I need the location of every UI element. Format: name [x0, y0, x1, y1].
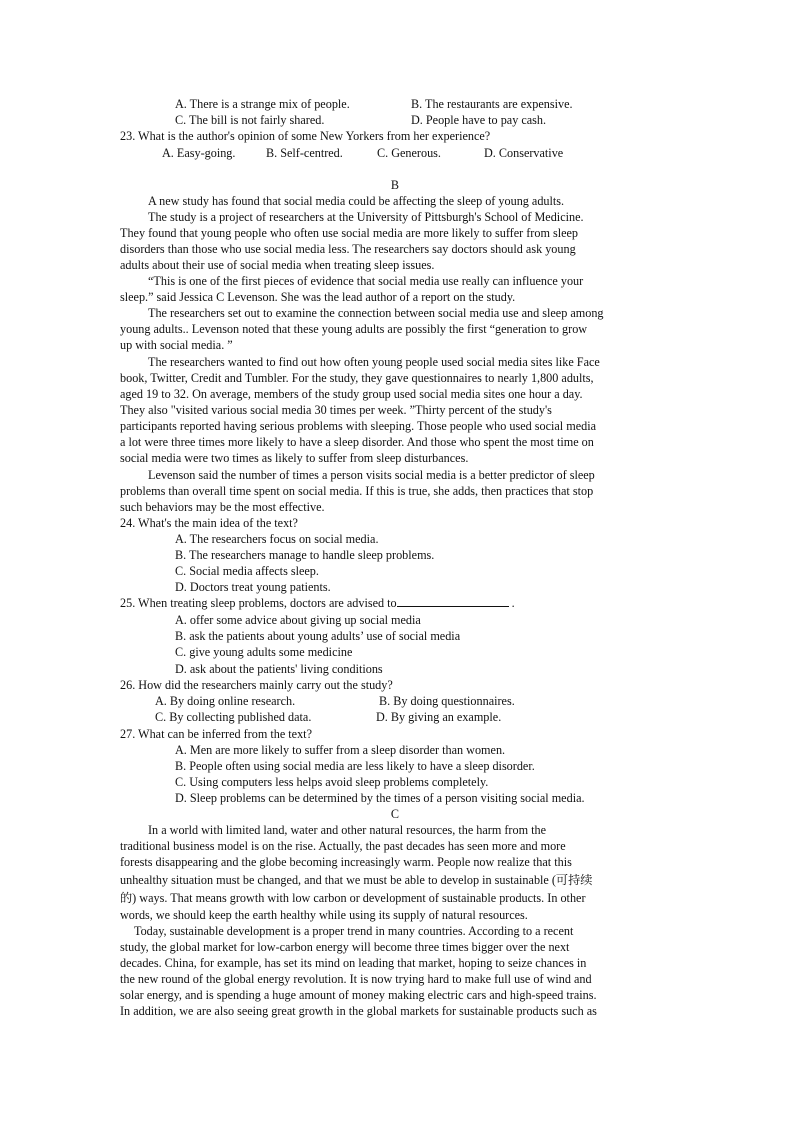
q24-question: 24. What's the main idea of the text? [120, 516, 298, 530]
q24-option-b: B. The researchers manage to handle sleep problems. [175, 548, 435, 562]
section-b-line: A new study has found that social media could be affecting the sleep of young adults. [148, 194, 565, 208]
section-b-line: disorders than those who use social media less. The researchers say doctors should ask young [120, 242, 576, 256]
section-c-line: 的) ways. That means growth with low carbon or development of sustainable products. In other [120, 891, 586, 905]
q25-question [120, 595, 515, 611]
q27-option-b: B. People often using social media are less likely to have a sleep disorder. [175, 759, 535, 773]
section-b-line: aged 19 to 32. On average, members of the study group used social media sites one hour a day. [120, 387, 583, 401]
q27-option-d: D. Sleep problems can be determined by the times of a person visiting social media. [175, 791, 585, 805]
section-c-line: In a world with limited land, water and other natural resources, the harm from the [148, 823, 546, 837]
section-c-line: decades. China, for example, has set its mind on leading that market, hoping to seize chances in [120, 956, 587, 970]
q22-option-d: D. People have to pay cash. [411, 113, 547, 127]
q22-option-a: A. There is a strange mix of people. [175, 97, 350, 111]
q24-option-a: A. The researchers focus on social media. [175, 532, 379, 546]
q23-question: 23. What is the author's opinion of some New Yorkers from her experience? [120, 129, 491, 143]
q27-option-c: C. Using computers less helps avoid sleep problems completely. [175, 775, 489, 789]
section-c-line: Today, sustainable development is a proper trend in many countries. According to a recent [134, 924, 574, 938]
q26-option-b: B. By doing questionnaires. [379, 694, 515, 708]
q27-option-a: A. Men are more likely to suffer from a sleep disorder than women. [175, 743, 506, 757]
section-b-line: The study is a project of researchers at the University of Pittsburgh's School of Medicine. [148, 210, 584, 224]
q26-option-c: C. By collecting published data. [155, 710, 312, 724]
section-b-line: such behaviors may be the most effective. [120, 500, 325, 514]
section-c-line: the new round of the global energy revolution. It is now trying hard to make full use of wind and [120, 972, 592, 986]
section-c-line: traditional business model is on the rise. Actually, the past decades has seen more and more [120, 839, 566, 853]
section-c-line: study, the global market for low-carbon energy will become three times bigger over the next [120, 940, 570, 954]
section-b-heading: B [390, 178, 400, 192]
section-c-line: forests disappearing and the globe becoming increasingly warm. People now realize that this [120, 855, 572, 869]
section-c-line: In addition, we are also seeing great growth in the global markets for sustainable products such as [120, 1004, 597, 1018]
section-c-line: solar energy, and is spending a huge amount of money making electric cars and high-speed trains. [120, 988, 597, 1002]
section-c-heading: C [390, 807, 400, 821]
section-b-line: young adults.. Levenson noted that these young adults are possibly the first “generation to grow [120, 322, 588, 336]
q23-option-b: B. Self-centred. [266, 146, 343, 160]
section-b-line: adults about their use of social media when treating sleep issues. [120, 258, 435, 272]
q25-option-c: C. give young adults some medicine [175, 645, 353, 659]
section-b-line: a lot were three times more likely to have a sleep disorder. And those who spent the most time on [120, 435, 594, 449]
answer-blank [397, 595, 509, 607]
section-b-line: sleep.” said Jessica C Levenson. She was the lead author of a report on the study. [120, 290, 516, 304]
section-b-line: The researchers wanted to find out how often young people used social media sites like Face [148, 355, 600, 369]
section-b-line: participants reported having serious problems with sleeping. Those people who used social media [120, 419, 596, 433]
section-b-line: problems than overall time spent on social media. If this is true, she adds, then practices that stop [120, 484, 594, 498]
section-b-line: “This is one of the first pieces of evidence that social media use really can influence your [148, 274, 584, 288]
q25-option-b: B. ask the patients about young adults’ use of social media [175, 629, 461, 643]
q25-question-end: . [508, 596, 515, 610]
section-b-line: They found that young people who often use social media are more likely to suffer from sleep [120, 226, 579, 240]
q22-option-b: B. The restaurants are expensive. [411, 97, 573, 111]
q23-option-a: A. Easy-going. [162, 146, 236, 160]
q25-option-a: A. offer some advice about giving up social media [175, 613, 421, 627]
section-b-line: social media were two times as likely to suffer from sleep disturbances. [120, 451, 469, 465]
q24-option-c: C. Social media affects sleep. [175, 564, 319, 578]
section-c-line: unhealthy situation must be changed, and that we must be able to develop in sustainable (可持续 [120, 873, 593, 887]
q25-option-d: D. ask about the patients' living conditions [175, 662, 383, 676]
section-c-line: words, we should keep the earth healthy while using its supply of natural resources. [120, 908, 528, 922]
q23-option-c: C. Generous. [377, 146, 441, 160]
q26-question: 26. How did the researchers mainly carry out the study? [120, 678, 393, 692]
section-b-line: Levenson said the number of times a person visits social media is a better predictor of sleep [148, 468, 595, 482]
q24-option-d: D. Doctors treat young patients. [175, 580, 331, 594]
q23-option-d: D. Conservative [484, 146, 564, 160]
q27-question: 27. What can be inferred from the text? [120, 727, 312, 741]
section-b-line: The researchers set out to examine the connection between social media use and sleep among [148, 306, 604, 320]
section-b-line: They also "visited various social media 30 times per week. ”Thirty percent of the study's [120, 403, 552, 417]
q22-option-c: C. The bill is not fairly shared. [175, 113, 325, 127]
q26-option-d: D. By giving an example. [376, 710, 502, 724]
q26-option-a: A. By doing online research. [155, 694, 296, 708]
section-b-line: book, Twitter, Credit and Tumbler. For the study, they gave questionnaires to nearly 1,800 adults, [120, 371, 594, 385]
section-b-line: up with social media. ” [120, 338, 233, 352]
q25-question-text: 25. When treating sleep problems, doctors are advised to [120, 596, 397, 610]
